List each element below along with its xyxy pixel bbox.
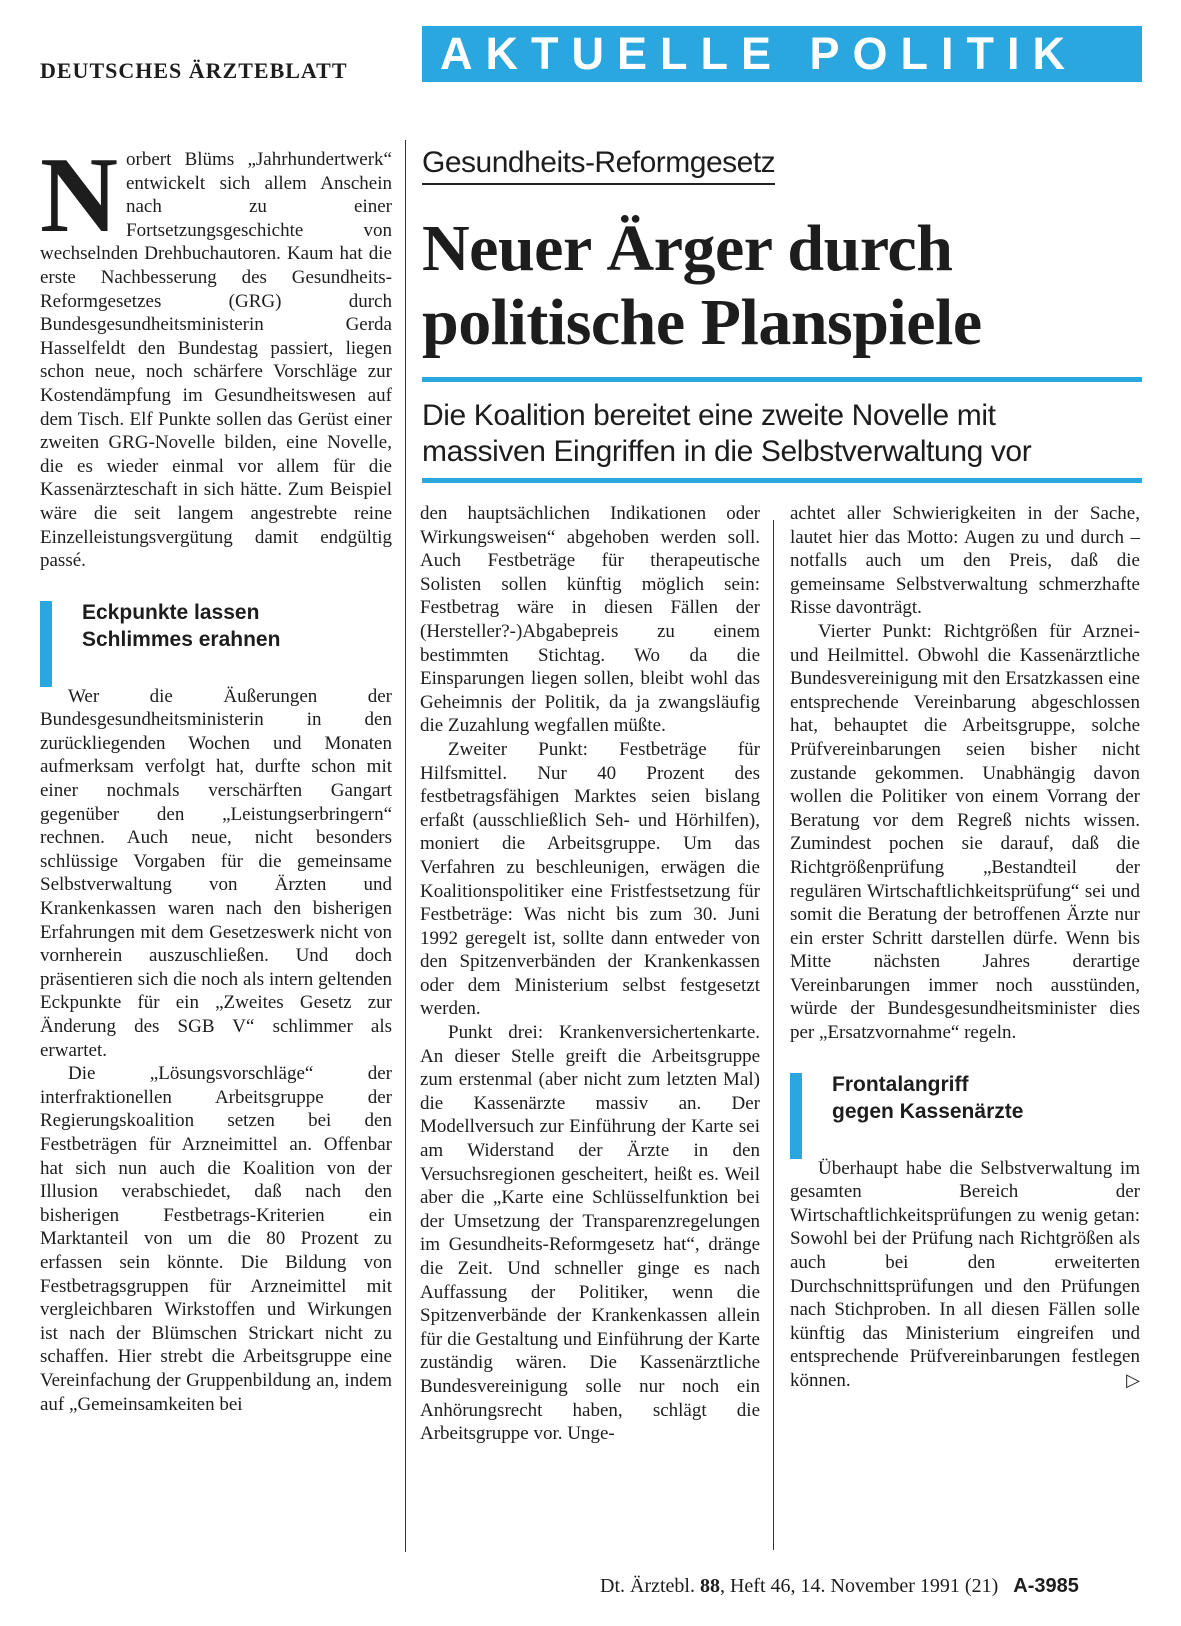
subhead-bar bbox=[790, 1073, 802, 1159]
subhead-text bbox=[832, 1071, 1140, 1125]
issue-info: , Heft 46, 14. November 1991 (21) bbox=[719, 1575, 999, 1597]
paragraph-text: Überhaupt habe die Selbstverwaltung im gesamten Bereich der Wirtschaftlichkeitsprüfungen zu wenig getan: Sowohl bei der Prüfung nach Richtgrößen als auch bei den erweiterten Durchschnittsprüfungen und den Prüfungen nach Stichproben. In all diesen Fällen solle künftig das Ministerium eingreifen und entsprechende Prüfvereinbarungen festlegen können. bbox=[790, 1157, 1140, 1391]
headline-line: Neuer Ärger durch bbox=[422, 212, 953, 285]
deck-rule-bottom bbox=[422, 478, 1142, 483]
page-footer bbox=[600, 1575, 1079, 1598]
deck-rule-top bbox=[422, 377, 1142, 382]
paragraph: den hauptsächlichen Indikationen oder Wirkungsweisen“ abgehoben werden soll. Auch Festbeträge für therapeutische Solisten sollen künftig möglich sein: Festbetrag wäre in diesen Fällen der (Hersteller?-)Abgabepreis zu einem bestimmten Stichtag. Wo da die Einsparungen liegen sollen, bleibt wohl das Geheimnis der Politik, da ja zwangsläufig die Zuzahlung wegfallen müßte. bbox=[420, 503, 760, 737]
intro-paragraph bbox=[40, 136, 392, 573]
page-number: A-3985 bbox=[1013, 1575, 1079, 1597]
article-deck bbox=[422, 398, 1157, 470]
subhead bbox=[790, 1071, 1140, 1139]
drop-cap: N bbox=[40, 136, 118, 255]
deck-line: massiven Eingriffen in die Selbstverwaltung vor bbox=[422, 435, 1032, 468]
paragraph: Wer die Äußerungen der Bundesgesundheitsministerin in den zurückliegenden Wochen und Monaten aufmerksam verfolgt hat, durfte schon mit einer nochmals verschärften Gangart gegenüber den „Leistungserbringern“ rechnen. Auch neue, nicht besonders schlüssige Vorgaben für die gemeinsame Selbstverwaltung von Ärzten und Krankenkassen waren nach den bisherigen Erfahrungen mit dem Gesetzeswerk nicht von vornherein auszuschließen. Und doch präsentieren sich die noch als intern geltenden Eckpunkte für ein „Zweites Gesetz zur Änderung des SGB V“ schlimmer als erwartet. bbox=[40, 685, 392, 1061]
article-kicker: Gesundheits-Reformgesetz bbox=[422, 146, 775, 185]
subhead bbox=[40, 599, 392, 667]
paragraph: Punkt drei: Krankenversichertenkarte. An dieser Stelle greift die Arbeitsgruppe zum erstenmal (aber nicht zum letzten Mal) die Kassenärzte massiv an. Der Modellversuch zur Einführung der Karte sei am Widerstand der Ärzte in den Versuchsregionen gescheitert, heißt es. Weil aber die „Karte eine Schlüsselfunktion bei der Umsetzung der Transparenzregelungen im Gesundheits-Reformgesetz hat“, dränge die Zeit. Und schneller ginge es nach Auffassung der Politiker, wenn die Spitzenverbände der Krankenkassen allein für die Gestaltung und Einführung der Karte zuständig wären. Die Kassenärztliche Bundesvereinigung solle nur noch ein Anhörungsrecht haben, schlägt die Arbeitsgruppe vor. Unge- bbox=[420, 1022, 760, 1445]
paragraph: achtet aller Schwierigkeiten in der Sache, lautet hier das Motto: Augen zu und durch – notfalls auch um den Preis, daß die gemeinsame Selbstverwaltung schmerzhafte Risse davonträgt. bbox=[790, 503, 1140, 619]
subhead-line: Eckpunkte lassen bbox=[82, 600, 260, 624]
volume-number: 88 bbox=[699, 1575, 720, 1597]
section-banner: AKTUELLE POLITIK bbox=[422, 26, 1142, 82]
masthead: DEUTSCHES ÄRZTEBLATT bbox=[40, 58, 348, 83]
paragraph bbox=[790, 1157, 1140, 1393]
intro-text: orbert Blüms „Jahrhundertwerk“ entwickelt sich allem Anschein nach zu einer Fortsetzungsgeschichte von wechselnden Drehbuchautoren. Kaum hat die erste Nachbesserung des Gesundheits-Reformgesetzes (GRG) durch Bundesgesundheitsministerin Gerda Hasselfeldt den Bundestag passiert, liegen schon neue, noch schärfere Vorschläge zur Kostendämpfung im Gesundheitswesen auf dem Tisch. Elf Punkte sollen das Gerüst einer zweiten GRG-Novelle bilden, eine Novelle, die es wieder einmal vor allem für die Kassenärzteschaft in sich hätte. Zum Beispiel wäre die seit langem angestrebte reine Einzelleistungsvergütung damit endgültig passé. bbox=[40, 149, 392, 572]
subhead-text bbox=[82, 599, 392, 653]
subhead-line: gegen Kassenärzte bbox=[832, 1099, 1024, 1123]
journal-name: Dt. Ärztebl. bbox=[600, 1575, 695, 1597]
column-divider bbox=[773, 520, 774, 1550]
column-divider bbox=[405, 140, 406, 1552]
article-headline bbox=[422, 212, 1162, 360]
headline-line: politische Planspiele bbox=[422, 286, 982, 359]
paragraph: Zweiter Punkt: Festbeträge für Hilfsmittel. Nur 40 Prozent des festbetragsfähigen Marktes seien bislang erfaßt (ausschließlich Seh- und Hörhilfen), moniert die Arbeitsgruppe. Um das Verfahren zu beschleunigen, erwägen die Koalitionspolitiker eine Fristfestsetzung für Festbeträge: Was nicht bis zum 30. Juni 1992 geregelt ist, sollte dann entweder von den Spitzenverbänden der Krankenkassen oder dem Ministerium selbst festgesetzt werden. bbox=[420, 738, 760, 1020]
subhead-line: Frontalangriff bbox=[832, 1072, 969, 1096]
subhead-bar bbox=[40, 601, 52, 687]
paragraph: Vierter Punkt: Richtgrößen für Arznei- und Heilmittel. Obwohl die Kassenärztliche Bundesvereinigung mit den Ersatzkassen eine entsprechende Vereinbarung abgeschlossen hat, behauptet die Arbeitsgruppe, solche Prüfvereinbarungen seien bisher nicht zustande gekommen. Unabhängig davon wollen die Politiker von einem Vorrang der Beratung vor dem Regreß nichts wissen. Zumindest pochen sie darauf, daß die Richtgrößenprüfung „Bestandteil der regulären Wirtschaftlichkeitsprüfung“ sei und somit die Beratung der betroffenen Ärzte nur ein erster Schritt darstellen dürfe. Wenn bis Mitte nächsten Jahres derartige Vereinbarungen immer noch ausstünden, würde der Bundesgesundheitsminister dies per „Ersatzvornahme“ regeln. bbox=[790, 620, 1140, 1044]
subhead-line: Schlimmes erahnen bbox=[82, 627, 281, 651]
column-1 bbox=[40, 136, 392, 1416]
deck-line: Die Koalition bereitet eine zweite Novelle mit bbox=[422, 399, 996, 432]
column-3 bbox=[790, 502, 1140, 1393]
paragraph: Die „Lösungsvorschläge“ der interfraktionellen Arbeitsgruppe der Regierungskoalition setzen bei den Festbeträgen für Arzneimittel an. Offenbar hat sich nun auch die Koalition von der Illusion verabschiedet, daß nach den bisherigen Festbetrags-Kriterien ein Marktanteil von um die 80 Prozent zu erfassen sein könnte. Die Bildung von Festbetragsgruppen für Arzneimittel mit vergleichbaren Wirkstoffen und Wirkungen ist nach der Blümschen Strickart nicht zu schaffen. Hier strebt die Arbeitsgruppe eine Vereinfachung der Gruppenbildung an, indem auf „Gemeinsamkeiten bei bbox=[40, 1063, 392, 1415]
column-2 bbox=[420, 502, 760, 1446]
continue-arrow-icon: ▷ bbox=[1126, 1370, 1140, 1391]
